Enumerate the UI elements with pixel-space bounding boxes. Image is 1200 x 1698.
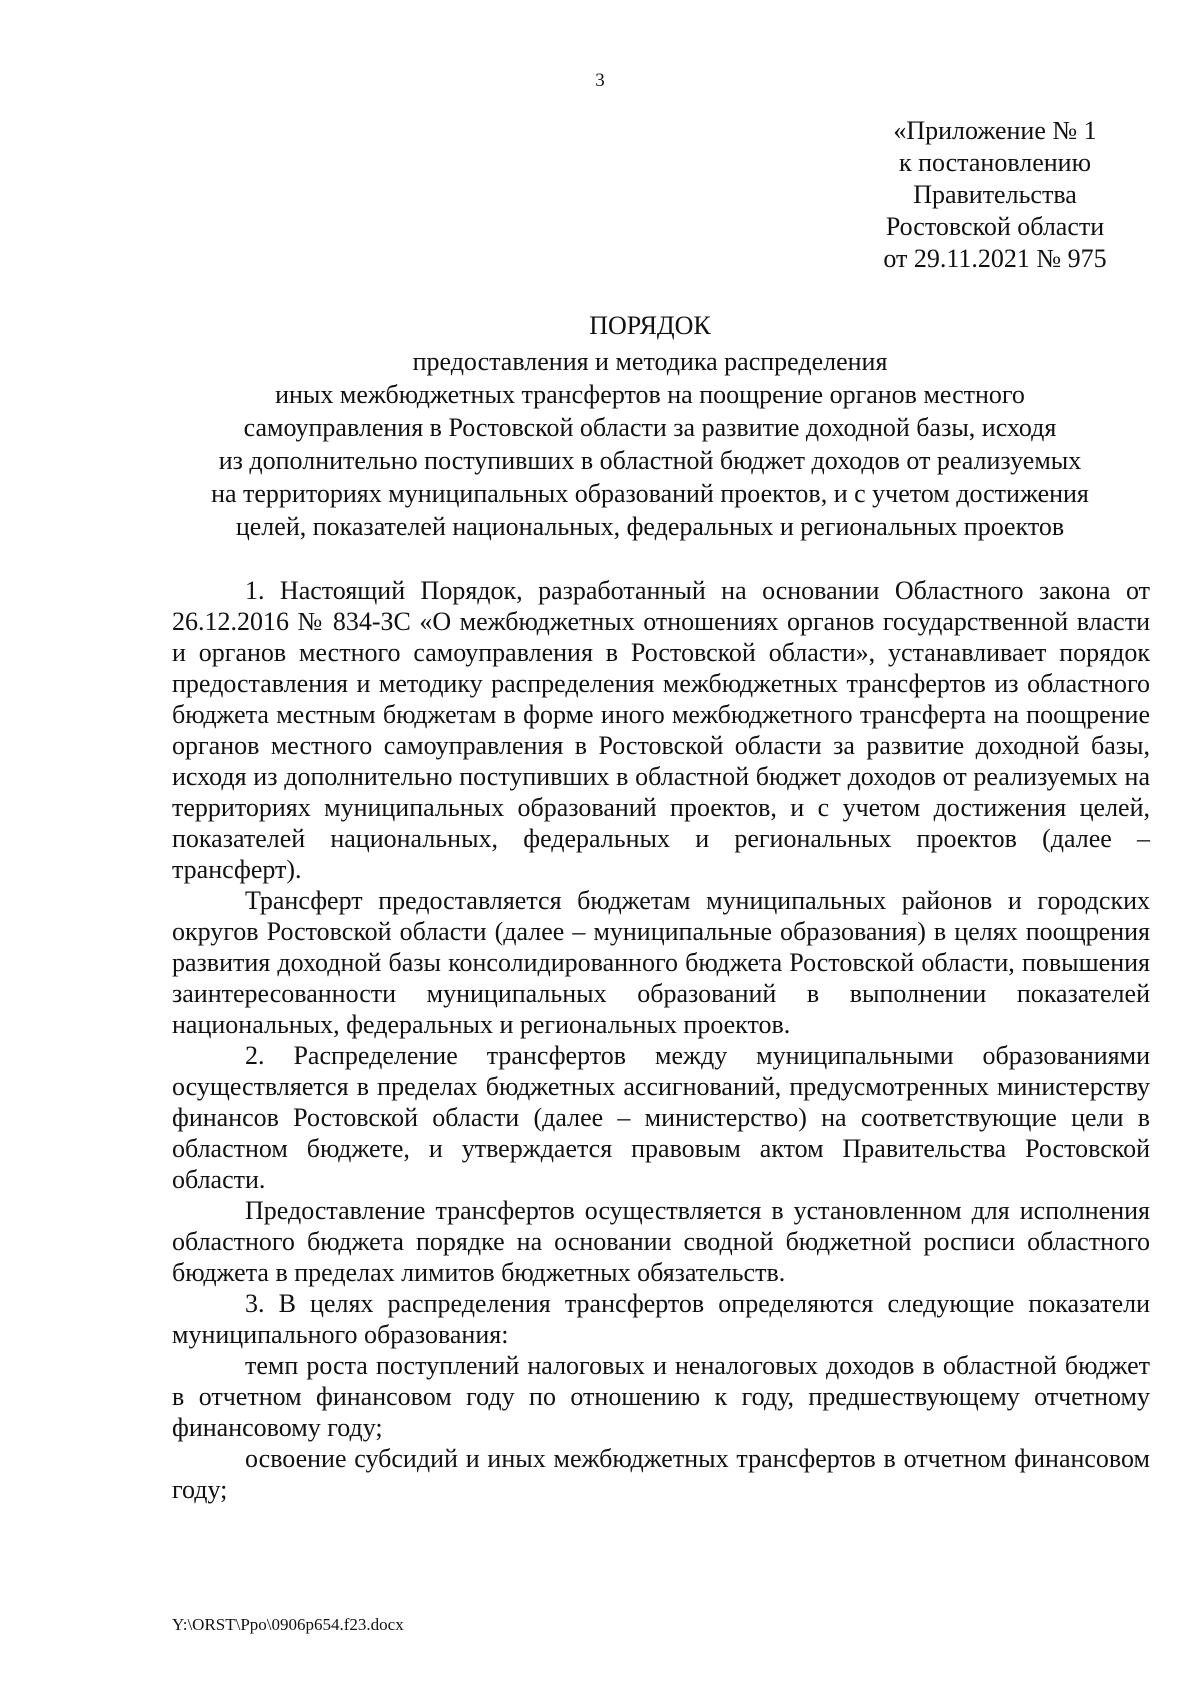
subtitle-line: на территориях муниципальных образований проектов, и с учетом достижения	[211, 479, 1089, 508]
page-number: 3	[595, 70, 605, 91]
paragraph: темп роста поступлений налоговых и неналоговых доходов в областной бюджет в отчетном финансовом году по отношению к году, предшествующему отчетному финансовому году;	[172, 1351, 1150, 1442]
annex-line: Ростовской области	[885, 212, 1105, 241]
paragraph: 1. Настоящий Порядок, разработанный на основании Областного закона от 26.12.2016 № 834-ЗС «О межбюджетных отношениях органов государственной власти и органов местного самоуправления в Ростовской области», устанавливает порядок предоставления и методику распределения межбюджетных трансфертов из областного бюджета местным бюджетам в форме иного межбюджетного трансферта на поощрение органов местного самоуправления в Ростовской области за развитие доходной базы, исходя из дополнительно поступивших в областной бюджет доходов от реализуемых на территориях муниципальных образований проектов, и с учетом достижения целей, показателей национальных, федеральных и региональных проектов (далее – трансферт).	[172, 576, 1150, 884]
subtitle-line: из дополнительно поступивших в областной бюджет доходов от реализуемых	[218, 446, 1082, 475]
paragraph: 3. В целях распределения трансфертов определяются следующие показатели муниципального образования:	[172, 1289, 1150, 1349]
annex-line: от 29.11.2021 № 975	[883, 244, 1107, 273]
annex-line: «Приложение № 1	[893, 116, 1097, 145]
subtitle-line: предоставления и методика распределения	[412, 347, 888, 376]
paragraph: освоение субсидий и иных межбюджетных трансфертов в отчетном финансовом году;	[172, 1444, 1150, 1504]
subtitle-line: целей, показателей национальных, федеральных и региональных проектов	[235, 512, 1065, 541]
annex-block	[840, 115, 1150, 275]
document-title: ПОРЯДОК	[589, 311, 711, 340]
paragraph: 2. Распределение трансфертов между муниципальными образованиями осуществляется в пределах бюджетных ассигнований, предусмотренных министерству финансов Ростовской области (далее – министерство) на соответствующие цели в областном бюджете, и утверждается правовым актом Правительства Ростовской области.	[172, 1041, 1150, 1194]
subtitle-line: самоуправления в Ростовской области за развитие доходной базы, исходя	[243, 413, 1057, 442]
footer-file-path: Y:\ORST\Ppo\0906p654.f23.docx	[172, 1615, 404, 1634]
document-subtitle	[150, 345, 1150, 543]
subtitle-line: иных межбюджетных трансфертов на поощрение органов местного	[275, 380, 1025, 409]
annex-line: Правительства	[913, 180, 1077, 209]
annex-line: к постановлению	[898, 148, 1092, 177]
paragraph: Предоставление трансфертов осуществляется в установленном для исполнения областного бюджета порядке на основании сводной бюджетной росписи областного бюджета в пределах лимитов бюджетных обязательств.	[172, 1196, 1150, 1287]
paragraph: Трансферт предоставляется бюджетам муниципальных районов и городских округов Ростовской области (далее – муниципальные образования) в целях поощрения развития доходной базы консолидированного бюджета Ростовской области, повышения заинтересованности муниципальных образований в выполнении показателей национальных, федеральных и региональных проектов.	[172, 886, 1150, 1039]
document-body	[172, 575, 1150, 1505]
